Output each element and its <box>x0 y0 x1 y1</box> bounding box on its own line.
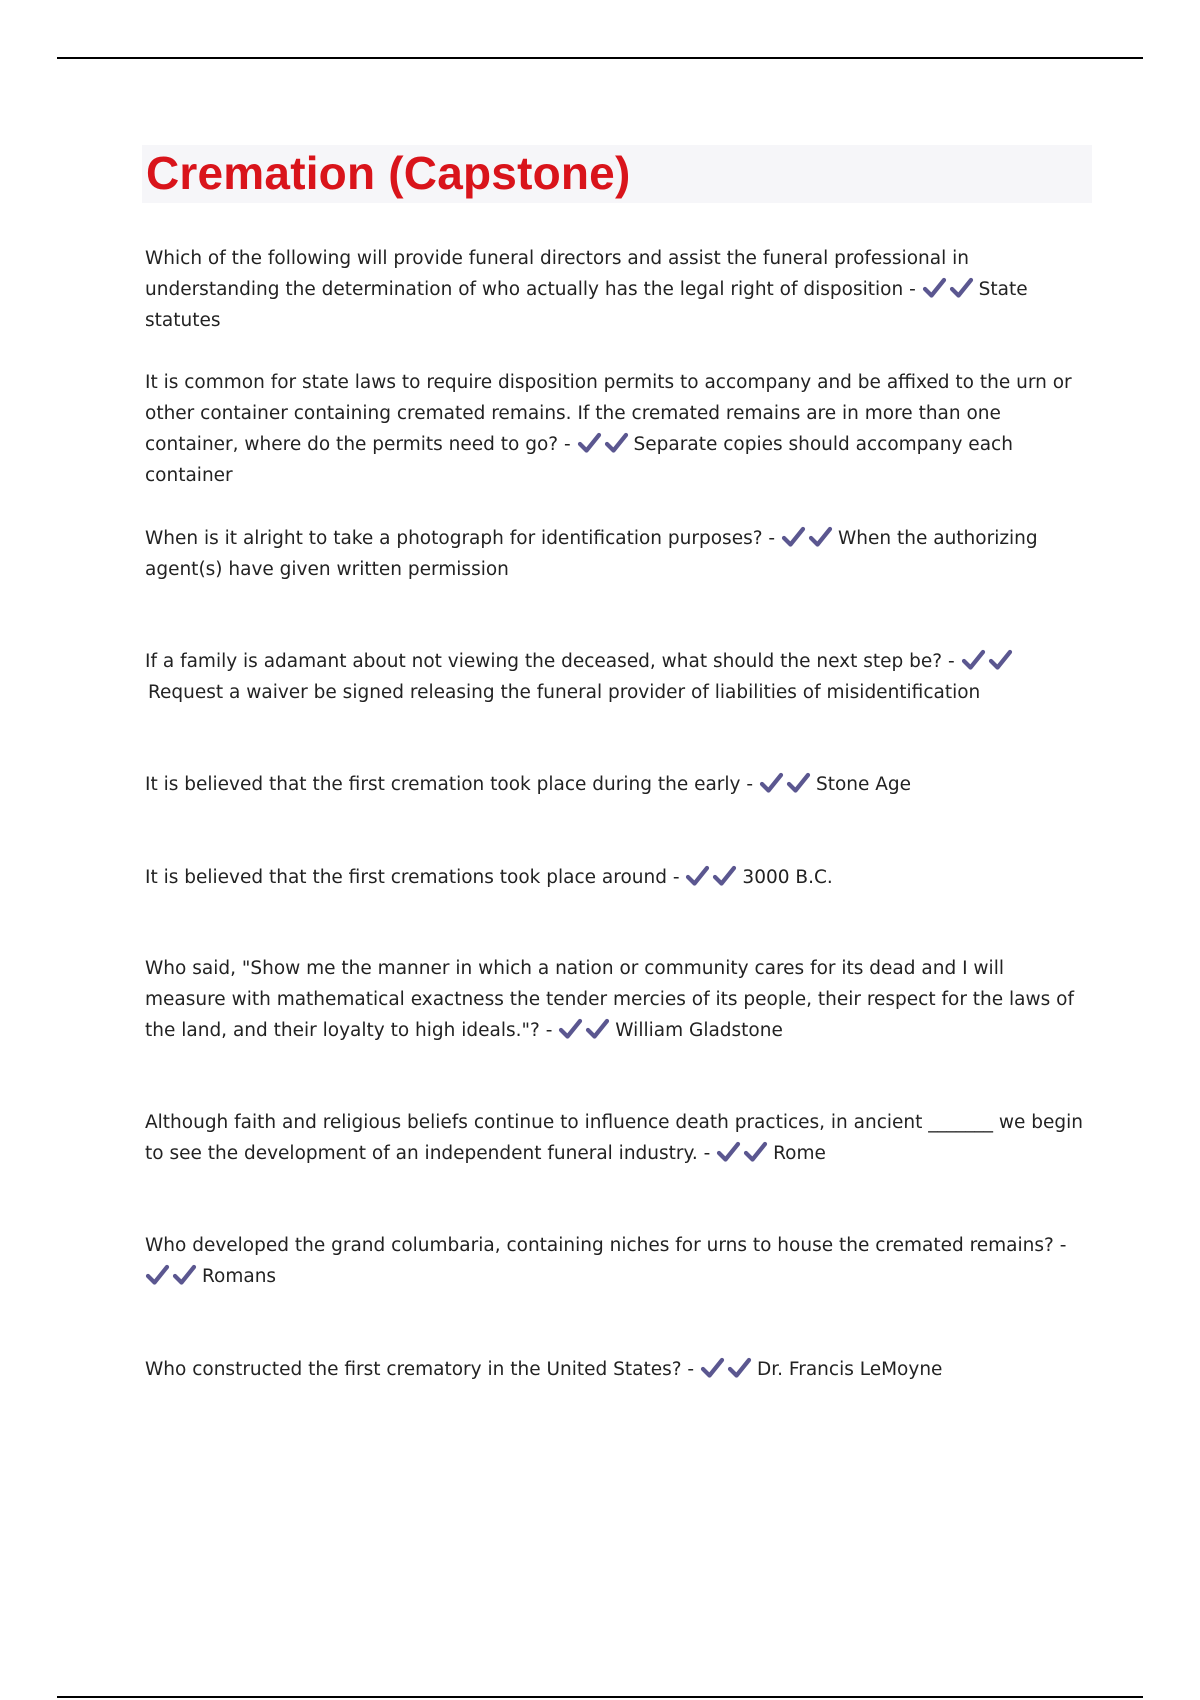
question-text: It is believed that the first cremation took place during the early - <box>145 774 754 795</box>
qa-item <box>145 646 1090 708</box>
question-text: Who developed the grand columbaria, containing niches for urns to house the cremated remains? - <box>145 1235 1067 1256</box>
checkmark-icon <box>716 1141 743 1163</box>
question-text: It is believed that the first cremations took place around - <box>145 867 680 888</box>
checkmark-icon <box>604 432 631 454</box>
qa-item <box>145 523 1090 585</box>
answer-text: Dr. Francis LeMoyne <box>757 1359 943 1380</box>
checkmark-icon <box>786 772 813 794</box>
checkmark-icon <box>808 526 835 548</box>
checkmark-icon <box>727 1357 754 1379</box>
top-rule <box>57 57 1143 59</box>
checkmark-icon <box>743 1141 770 1163</box>
qa-item <box>145 862 1090 893</box>
checkmark-icon <box>949 277 976 299</box>
checkmark-icon <box>922 277 949 299</box>
checkmark-icon <box>961 649 988 671</box>
question-text: Who constructed the first crematory in the United States? - <box>145 1359 695 1380</box>
checkmark-icon <box>685 865 712 887</box>
checkmark-icon <box>712 865 739 887</box>
qa-item <box>145 243 1090 336</box>
question-text: It is common for state laws to require disposition permits to accompany and be affixed to the urn or other container containing cremated remains. If the cremated remains are in more than one container, where do the permits need to go? - <box>145 372 1072 455</box>
question-text: Which of the following will provide funeral directors and assist the funeral professional in understanding the determination of who actually has the legal right of disposition - <box>145 248 969 300</box>
qa-item <box>145 953 1090 1046</box>
answer-text: William Gladstone <box>615 1020 783 1041</box>
checkmark-icon <box>577 432 604 454</box>
qa-item <box>145 367 1090 491</box>
bottom-rule <box>57 1696 1143 1698</box>
question-text: Although faith and religious beliefs continue to influence death practices, in ancient _______ we begin to see the development of an independent funeral industry. - <box>145 1112 1084 1164</box>
answer-text: 3000 B.C. <box>742 867 833 888</box>
checkmark-icon <box>145 1264 172 1286</box>
answer-text: Request a waiver be signed releasing the funeral provider of liabilities of misidentification <box>148 682 981 703</box>
question-text: When is it alright to take a photograph for identification purposes? - <box>145 528 776 549</box>
checkmark-icon <box>585 1018 612 1040</box>
answer-text: Separate copies should accompany each container <box>145 434 1013 486</box>
checkmark-icon <box>172 1264 199 1286</box>
qa-item <box>145 1230 1090 1292</box>
qa-item <box>145 769 1090 800</box>
answer-text: Romans <box>202 1266 277 1287</box>
checkmark-icon <box>558 1018 585 1040</box>
answer-text: Stone Age <box>815 774 912 795</box>
checkmark-icon <box>781 526 808 548</box>
question-text: Who said, "Show me the manner in which a nation or community cares for its dead and I will measure with mathematical exactness the tender mercies of its people, their respect for the laws of the land, and their loyalty to high ideals."? - <box>145 958 1075 1041</box>
answer-text: When the authorizing agent(s) have given written permission <box>145 528 1038 580</box>
answer-text: Rome <box>773 1143 826 1164</box>
qa-item <box>145 1354 1090 1385</box>
question-text: If a family is adamant about not viewing the deceased, what should the next step be? - <box>145 651 955 672</box>
page-title: Cremation (Capstone) <box>146 147 631 199</box>
qa-item <box>145 1107 1090 1169</box>
checkmark-icon <box>988 649 1015 671</box>
checkmark-icon <box>700 1357 727 1379</box>
checkmark-icon <box>759 772 786 794</box>
answer-text: State statutes <box>145 279 1028 331</box>
